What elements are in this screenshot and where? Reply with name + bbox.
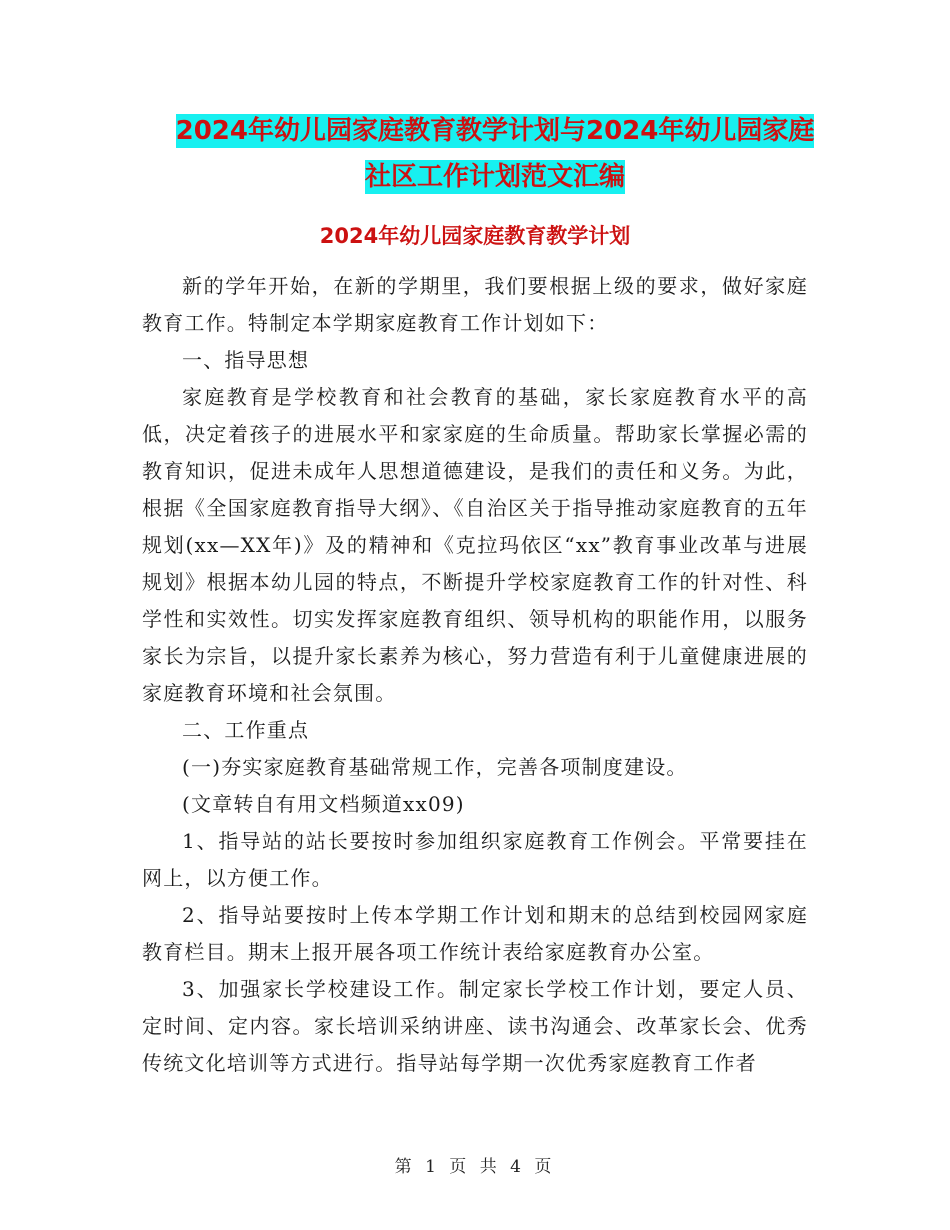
title-line-1: 2024年幼儿园家庭教育教学计划与2024年幼儿园家庭 — [175, 116, 815, 146]
title-line-2: 社区工作计划范文汇编 — [364, 162, 625, 192]
section-title: 2024年幼儿园家庭教育教学计划 — [319, 224, 631, 248]
paragraph-source-note: (文章转自有用文档频道xx09) — [182, 792, 465, 816]
paragraph-focus-1: (一)夯实家庭教育基础常规工作，完善各项制度建设。 — [182, 755, 688, 779]
page-footer: 第 1 页 共 4 页 — [394, 1157, 556, 1177]
heading-guiding-thought: 一、指导思想 — [182, 348, 310, 372]
paragraph-intro: 新的学年开始，在新的学期里，我们要根据上级的要求，做好家庭教育工作。特制定本学期家庭教育工作计划如下： — [142, 274, 808, 335]
heading-work-focus: 二、工作重点 — [182, 718, 310, 742]
paragraph-item-2: 2、指导站要按时上传本学期工作计划和期末的总结到校园网家庭教育栏目。期末上报开展各项工作统计表给家庭教育办公室。 — [142, 903, 808, 964]
document-title — [140, 108, 850, 200]
document-body — [142, 268, 808, 1082]
paragraph-guiding-thought: 家庭教育是学校教育和社会教育的基础，家长家庭教育水平的高低，决定着孩子的进展水平和家家庭的生命质量。帮助家长掌握必需的教育知识，促进未成年人思想道德建设，是我们的责任和义务。为此，根据《全国家庭教育指导大纲》、《自治区关于指导推动家庭教育的五年规划(xx—XX年)》及的精神和《克拉玛依区“xx”教育事业改革与进展规划》根据本幼儿园的特点，不断提升学校家庭教育工作的针对性、科学性和实效性。切实发挥家庭教育组织、领导机构的职能作用，以服务家长为宗旨，以提升家长素养为核心，努力营造有利于儿童健康进展的家庭教育环境和社会氛围。 — [142, 385, 808, 705]
paragraph-item-1: 1、指导站的站长要按时参加组织家庭教育工作例会。平常要挂在网上，以方便工作。 — [142, 829, 808, 890]
paragraph-item-3: 3、加强家长学校建设工作。制定家长学校工作计划，要定人员、定时间、定内容。家长培训采纳讲座、读书沟通会、改革家长会、优秀传统文化培训等方式进行。指导站每学期一次优秀家庭教育工作者 — [142, 977, 808, 1075]
